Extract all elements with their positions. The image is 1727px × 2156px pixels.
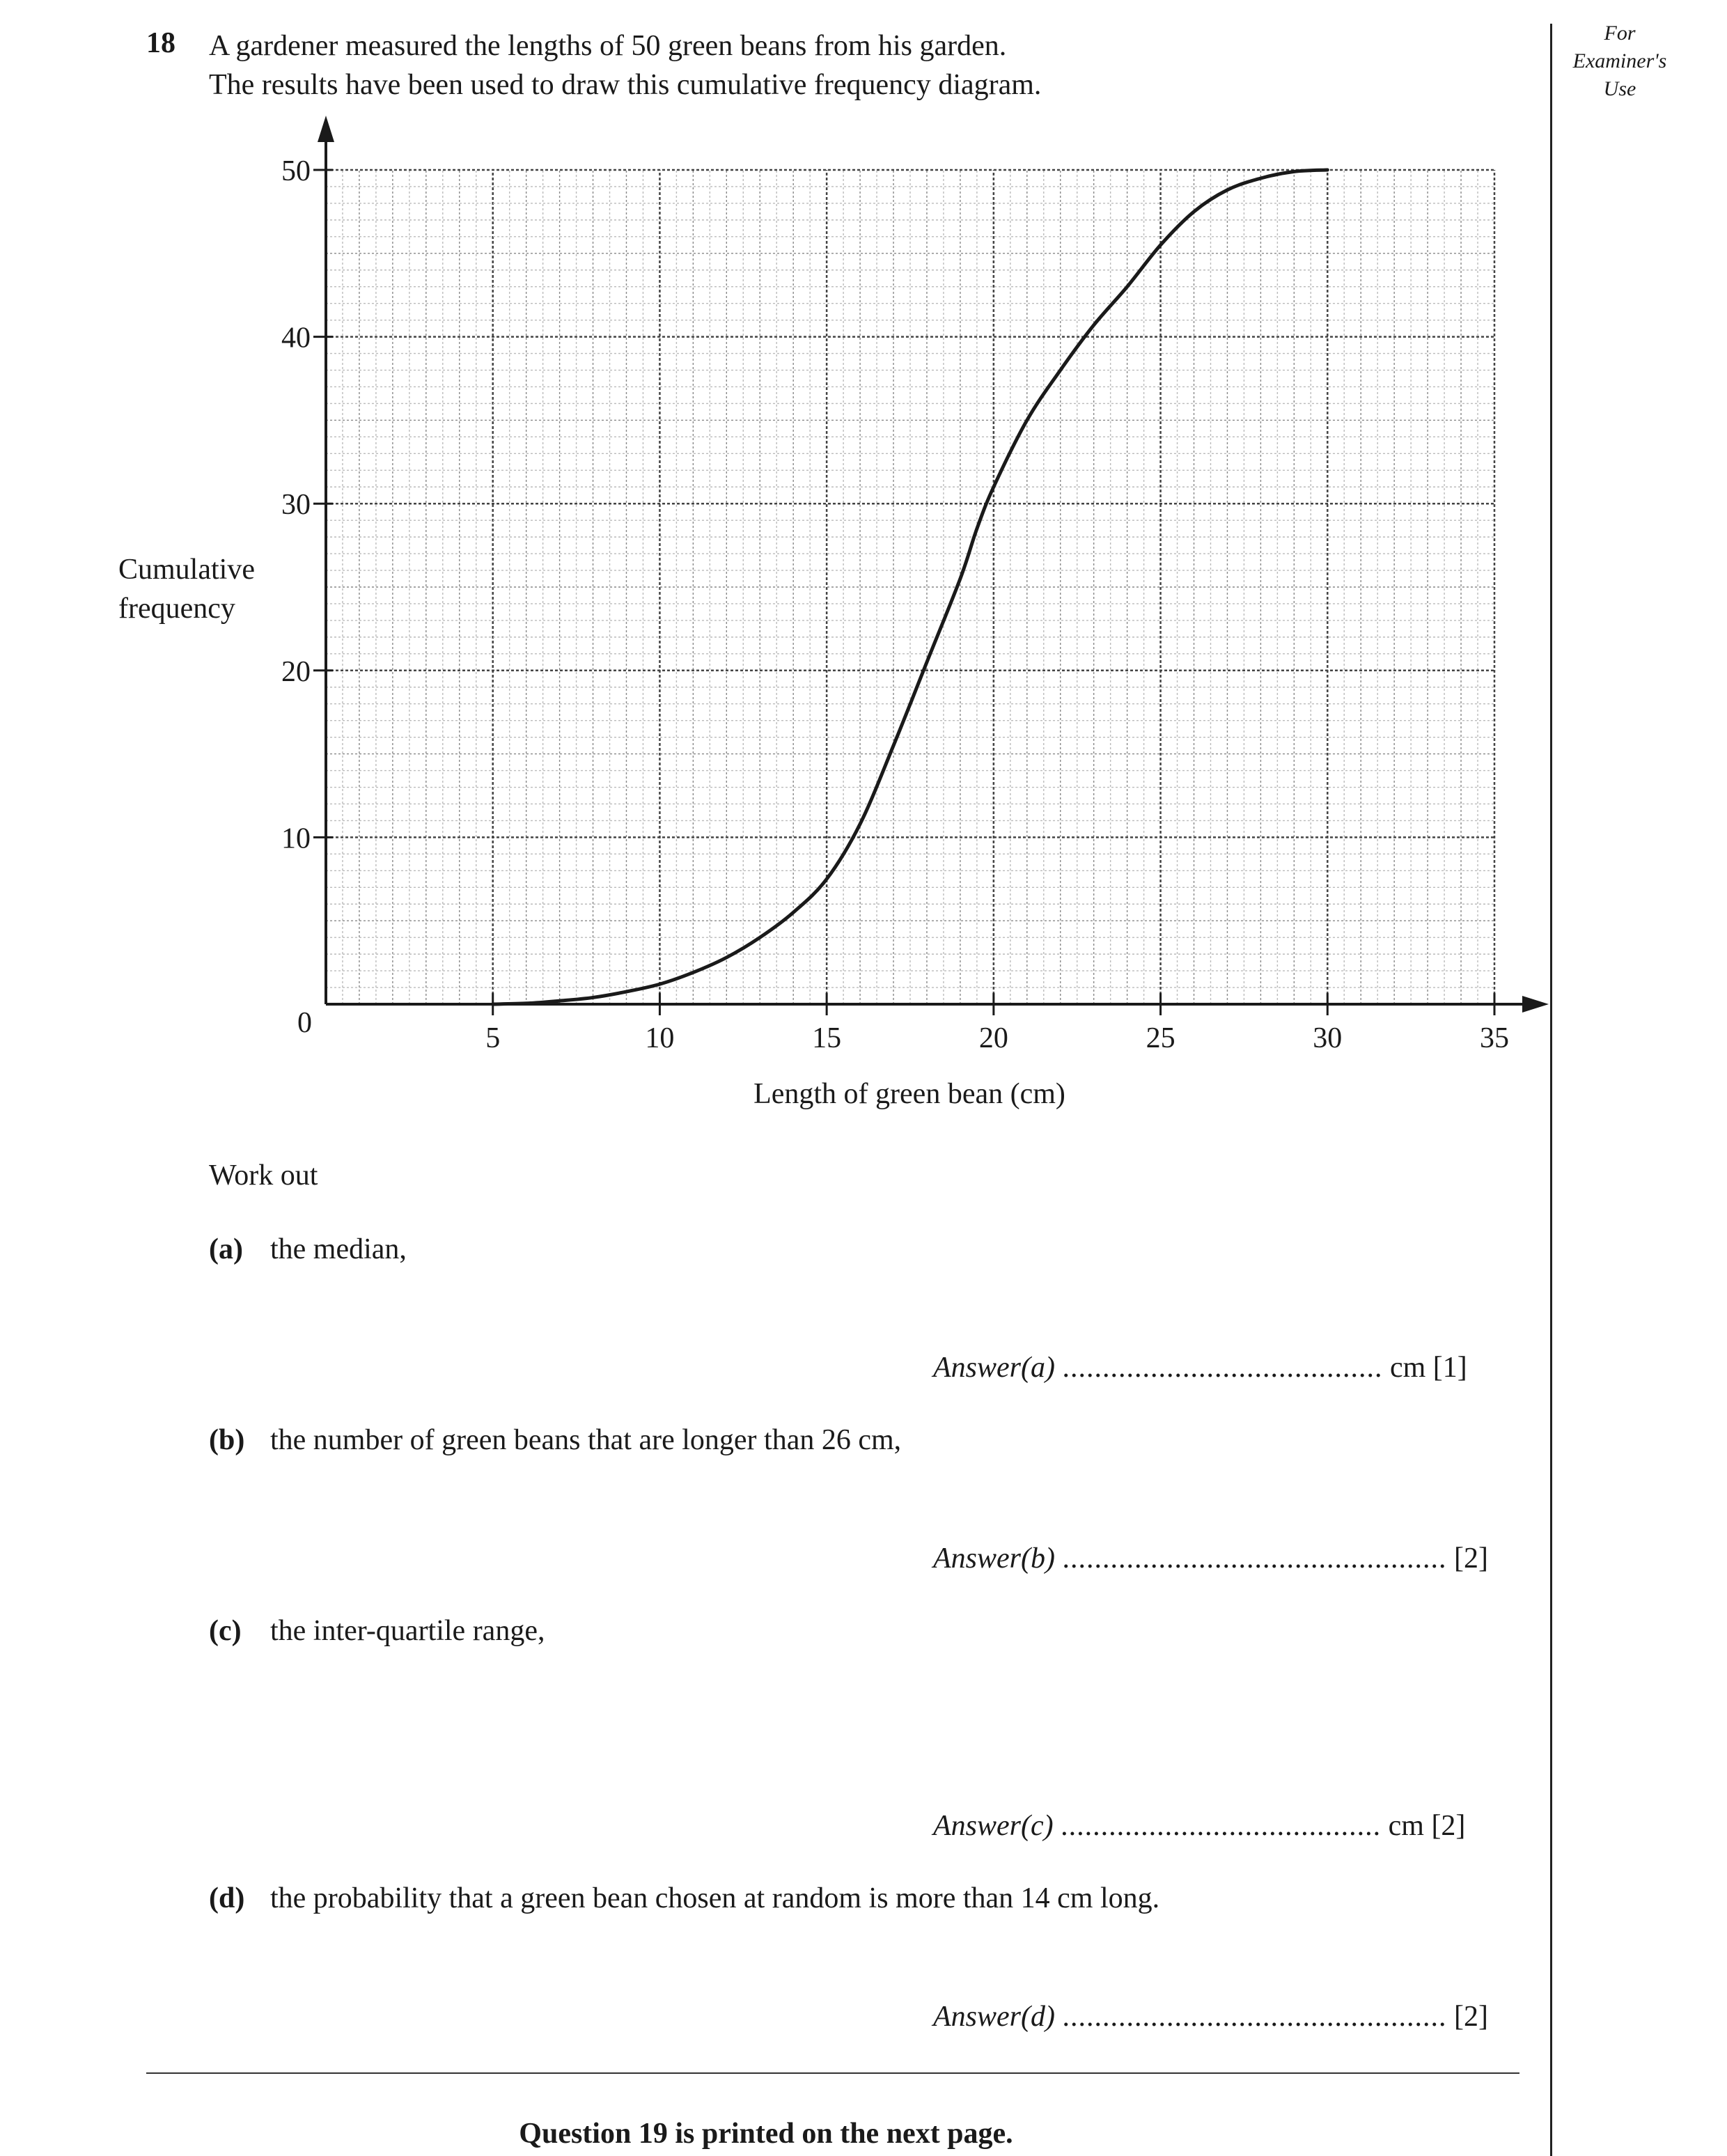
answer-c-label: Answer(c) <box>933 1810 1054 1842</box>
answer-a-label: Answer(a) <box>933 1352 1055 1384</box>
x-tick-label: 20 <box>978 1022 1008 1054</box>
question-number: 18 <box>146 27 175 59</box>
answer-c-field[interactable]: ........................................ <box>1061 1810 1382 1842</box>
x-tick-label: 15 <box>812 1022 842 1054</box>
part-b-letter: (b) <box>209 1424 245 1456</box>
work-out-label: Work out <box>209 1159 318 1192</box>
part-c <box>209 1614 545 1648</box>
next-page-note: Question 19 is printed on the next page. <box>519 2118 1013 2150</box>
part-c-letter: (c) <box>209 1615 242 1647</box>
answer-b-line <box>933 1542 1488 1575</box>
examiner-line-3: Use <box>1603 77 1636 100</box>
cumulative-frequency-curve <box>493 170 1328 1004</box>
part-d <box>209 1882 1159 1915</box>
chart-curve-group <box>493 170 1328 1004</box>
answer-b-label: Answer(b) <box>933 1542 1055 1575</box>
y-tick-label: 40 <box>281 322 311 354</box>
answer-b-field[interactable]: ................................................ <box>1062 1542 1447 1575</box>
part-c-text: the inter-quartile range, <box>270 1615 545 1647</box>
answer-b-marks: [2] <box>1453 1542 1488 1575</box>
intro-line-2: The results have been used to draw this cumulative frequency diagram. <box>209 69 1042 101</box>
y-tick-label: 10 <box>281 822 311 855</box>
answer-d-line <box>933 2000 1488 2033</box>
x-tick-label: 10 <box>645 1022 675 1054</box>
chart-grid <box>326 170 1494 1004</box>
answer-c-marks: [2] <box>1431 1810 1466 1842</box>
examiner-line-2: Examiner's <box>1572 49 1667 72</box>
part-d-letter: (d) <box>209 1882 245 1914</box>
origin-label: 0 <box>297 1007 312 1039</box>
answer-d-marks: [2] <box>1453 2001 1488 2033</box>
part-a-letter: (a) <box>209 1233 243 1265</box>
y-tick-label: 20 <box>281 655 311 688</box>
answer-c-unit: cm <box>1388 1810 1424 1842</box>
x-tick-label: 25 <box>1146 1022 1175 1054</box>
x-tick-label: 35 <box>1480 1022 1509 1054</box>
y-label-line-2: frequency <box>118 593 235 625</box>
part-b <box>209 1423 901 1457</box>
answer-d-label: Answer(d) <box>933 2001 1055 2033</box>
y-axis-arrow <box>318 116 334 142</box>
x-tick-label: 30 <box>1313 1022 1343 1054</box>
bottom-rule <box>146 2072 1519 2074</box>
answer-c-line <box>933 1809 1465 1843</box>
intro-line-1: A gardener measured the lengths of 50 green beans from his garden. <box>209 30 1007 62</box>
part-a <box>209 1233 407 1266</box>
x-tick-label: 5 <box>485 1022 501 1054</box>
chart-ticks <box>281 155 1509 1054</box>
chart-x-label: Length of green bean (cm) <box>753 1078 1065 1110</box>
y-tick-label: 30 <box>281 489 311 522</box>
part-a-text: the median, <box>270 1233 407 1265</box>
answer-d-field[interactable]: ................................................ <box>1062 2001 1447 2033</box>
answer-a-field[interactable]: ........................................ <box>1062 1352 1383 1384</box>
part-b-text: the number of green beans that are longer than 26 cm, <box>270 1424 902 1456</box>
answer-a-marks: [1] <box>1432 1352 1467 1384</box>
answer-a-unit: cm <box>1389 1352 1426 1384</box>
y-tick-label: 50 <box>281 155 311 187</box>
examiner-line-1: For <box>1604 22 1636 45</box>
chart-axes <box>318 116 1549 1013</box>
x-axis-arrow <box>1522 996 1549 1013</box>
part-d-text: the probability that a green bean chosen at random is more than 14 cm long. <box>270 1882 1160 1914</box>
y-label-line-1: Cumulative <box>118 554 255 586</box>
answer-a-line <box>933 1351 1467 1384</box>
